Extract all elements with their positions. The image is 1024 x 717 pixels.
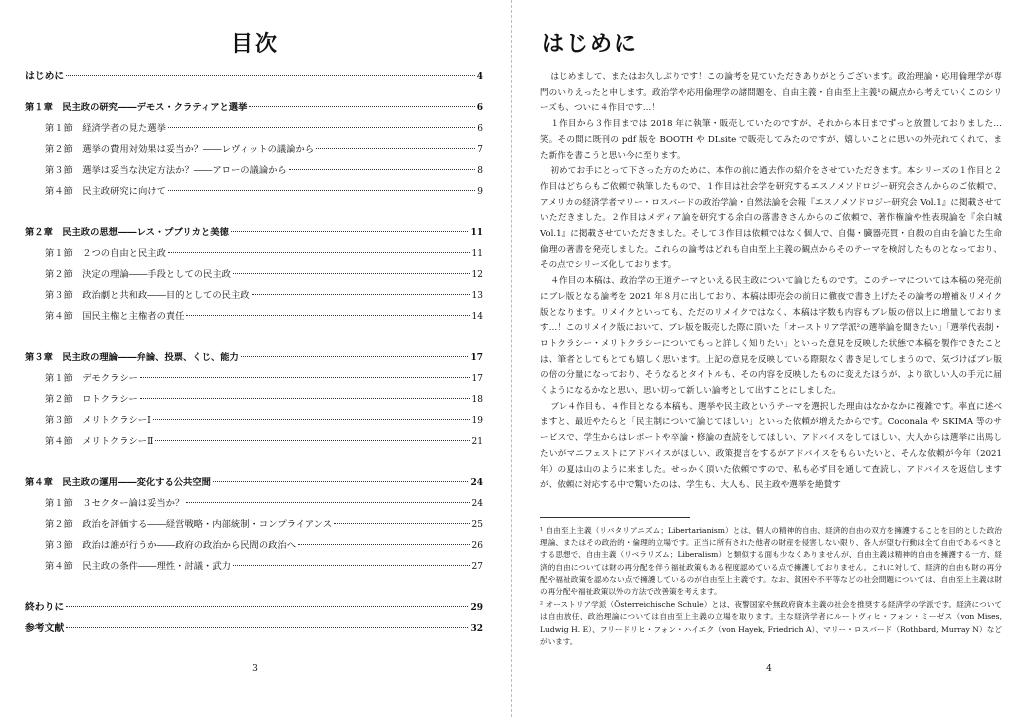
toc-section[interactable] bbox=[25, 243, 483, 264]
toc-section[interactable] bbox=[25, 389, 483, 410]
toc-chapter-page: 6 bbox=[476, 103, 483, 113]
toc-section[interactable] bbox=[25, 118, 483, 139]
intro-title: はじめに bbox=[542, 31, 639, 57]
toc-section-page: 6 bbox=[477, 124, 483, 134]
dot-leader bbox=[298, 544, 470, 545]
dot-leader bbox=[140, 398, 470, 399]
dot-leader bbox=[155, 440, 469, 441]
toc-section-label: 第４節 メリトクラシーⅡ bbox=[45, 436, 154, 447]
dot-leader bbox=[233, 273, 470, 274]
dot-leader bbox=[213, 481, 469, 482]
toc-section-page: 18 bbox=[471, 395, 483, 405]
footnote: ² オーストリア学派（Österreichische Schule）とは、夜警国家や無政府資本主義の社会を推奨する経済学の学派です。経済については自由放任、政治理論については自由至上主義の立場を取ります。主な経済学者にルートヴィヒ・フォン・ミーゼス（von Mises, Ludwig H. E）、フリードリヒ・フォン・ハイエク（von Hayek, Friedrich A）、マリー・ロスバード（Rothbard, Murray N）などがいます。 bbox=[540, 600, 1002, 646]
toc-section-page: 9 bbox=[477, 187, 483, 197]
toc-section-page: 24 bbox=[471, 499, 483, 509]
toc-chapter-3[interactable] bbox=[25, 347, 483, 368]
page-number: 3 bbox=[252, 664, 258, 674]
dot-leader bbox=[289, 169, 476, 170]
toc-section-page: 27 bbox=[471, 562, 483, 572]
toc-section-page: 21 bbox=[471, 437, 483, 447]
intro-body bbox=[540, 70, 1002, 494]
toc-page bbox=[0, 0, 510, 717]
toc-chapter-4[interactable] bbox=[25, 472, 483, 493]
toc-chapter-1[interactable] bbox=[25, 97, 483, 118]
toc-section-page: 8 bbox=[477, 166, 483, 176]
dot-leader bbox=[249, 106, 474, 107]
toc-chapter-page: 24 bbox=[470, 478, 483, 488]
toc-title: 目次 bbox=[230, 31, 279, 57]
dot-leader bbox=[233, 565, 470, 566]
dot-leader bbox=[252, 294, 470, 295]
dot-leader bbox=[168, 127, 475, 128]
dot-leader bbox=[168, 190, 475, 191]
toc-section-page: 17 bbox=[471, 374, 483, 384]
toc-section-label: 第１節 経済学者の見た選挙 bbox=[45, 123, 166, 134]
toc-chapter-label: 第３章 民主政の理論――弁論、投票、くじ、能力 bbox=[25, 352, 239, 363]
dot-leader bbox=[241, 356, 469, 357]
toc-section-page: 13 bbox=[471, 291, 483, 301]
toc-section[interactable] bbox=[25, 556, 483, 577]
toc-section[interactable] bbox=[25, 285, 483, 306]
toc-section-page: 12 bbox=[471, 270, 483, 280]
toc-entry-label: はじめに bbox=[25, 71, 65, 82]
toc-section[interactable] bbox=[25, 368, 483, 389]
toc-section[interactable] bbox=[25, 514, 483, 535]
toc-section-label: 第４節 国民主権と主権者の責任 bbox=[45, 311, 185, 322]
toc-section-page: 25 bbox=[471, 520, 483, 530]
intro-page bbox=[514, 0, 1024, 717]
paragraph: ブレ４作目も、４作目となる本稿も、選挙や民主政というテーマを選択した理由はなかなかに複雑です。率直に述べますと、最近やたらと「民主制について論じてほしい」といった依頼が増えたからです。Coconala や SKIMA 等のサービスで、学生からはレポートや卒論・修論の査読をしてほしい、アドバイスをしてほしい、大人からは選挙に出馬したいがマニフェストにアドバイスがほしい、政策提言をするがアドバイスをもらいたいと、そんな依頼が今年（2021 年）の夏は山のように来ました。せっかく頂いた依頼ですので、私も必ず目を通して査読し、アドバイスを返信しますが、依頼に対応する中で驚いたのは、学生も、大人も、民主政や選挙を絶賛す bbox=[540, 401, 1002, 491]
toc-section[interactable] bbox=[25, 139, 483, 160]
toc-section-label: 第３節 政治劇と共和政――目的としての民主政 bbox=[45, 290, 250, 301]
dot-leader bbox=[66, 75, 475, 76]
dot-leader bbox=[186, 502, 469, 503]
page-number: 4 bbox=[766, 664, 772, 674]
paragraph: 初めてお手にとって下さった方のために、本作の前に過去作の紹介をさせていただきます。本シリーズの１作目と２作目はどちらもご依頼で執筆したもので、１作目は社会学を研究するエスノメソドロジー研究会さんからのご依頼で、アメリカの経済学者マリー・ロスバードの政治学論・自然法論を会報『エスノメソドロジー研究会 Vol.1』に掲載させていただきました。２作目はメディア論を研究する余白の落書きさんからのご依頼で、著作権論や性表現論を『余白城 Vol.1』に掲載させていただきました。そして３作目は依頼ではなく個人で、自傷・臓器売買・自殺の自由を論じた生命倫理の著書を発売しました。これらの論考はどれも自由至上主義の観点からそのテーマを検討したものとなっており、その点でシリーズ化しております。 bbox=[540, 166, 1002, 271]
dot-leader bbox=[66, 606, 468, 607]
toc-section-label: 第３節 政治は誰が行うか――政府の政治から民間の政治へ bbox=[45, 540, 297, 551]
toc-chapter-label: 第１章 民主政の研究――デモス・クラティアと選挙 bbox=[25, 102, 248, 113]
toc-section-page: 7 bbox=[477, 145, 483, 155]
toc-section-page: 14 bbox=[471, 312, 483, 322]
toc-entry-references[interactable] bbox=[25, 618, 483, 639]
paragraph: ４作目の本稿は、政治学の王道テーマといえる民主政について論じたものです。このテーマについては本稿の発売前にブレ版となる論考を 2021 年８月に出しており、本稿は即売会の前日に徹夜で書き上げたその論考の増補＆リメイク版となります。リメイクといっても、ただのリメイクではなく、本稿は字数も内容もブレ版の倍以上に増量しております…！このリメイク版において、ブレ版を販売した際に頂いた「オーストリア学派²の選挙論を聞きたい」「選挙代表制・ロトクラシー・メリトクラシーについてもっと詳しく知りたい」といった意見を反映した状態で本稿を製作できたことは、筆者としてもとても嬉しく思います。上記の意見を反映している際限なく書き足してしまうので、気づけばブレ版の倍の分量になっており、そうなるとタイトルも、その内容を反映したものに変えたほうが、より欲しい人の手元に届くようになるかなと思い、思い切って新しい論考として出すことにしました。 bbox=[540, 276, 1002, 397]
toc-section[interactable] bbox=[25, 160, 483, 181]
dot-leader bbox=[168, 252, 470, 253]
toc-chapter-label: 第２章 民主政の思想――レス・プブリカと美徳 bbox=[25, 227, 229, 238]
toc-section[interactable] bbox=[25, 410, 483, 431]
toc-section-label: 第４節 民主政の条件――理性・討議・武力 bbox=[45, 561, 231, 572]
toc-entry-outro[interactable] bbox=[25, 597, 483, 618]
toc-chapter-2[interactable] bbox=[25, 222, 483, 243]
dot-leader bbox=[186, 315, 469, 316]
toc-entry-label: 参考文献 bbox=[25, 623, 65, 634]
toc-entry-intro[interactable] bbox=[25, 66, 483, 87]
footnote-rule bbox=[540, 517, 690, 518]
paragraph: １作目から３作目までは 2018 年に執筆・販売していたのですが、それから本日までずっと放置しておりました…笑。その間に既刊の pdf 版を BOOTH や DLsite で販売してみたのですが、嬉しいことに思いの外売れてくれて、また新作を書こうと思い今に至ります。 bbox=[540, 119, 1002, 161]
page-divider bbox=[511, 0, 512, 717]
toc-section-page: 11 bbox=[471, 249, 483, 259]
toc-section-label: 第２節 選挙の費用対効果は妥当か？――レヴィットの議論から bbox=[45, 144, 315, 155]
toc-section[interactable] bbox=[25, 264, 483, 285]
dot-leader bbox=[66, 627, 468, 628]
footnote: ¹ 自由至上主義（リバタリアニズム；Libertarianism）とは、個人の精神的自由、経済的自由の双方を擁護することを目的とした政治理論、またはその政治的・倫理的立場です。正当に所有された他者の財産を侵害しない限り、各人が望む行動は全て自由であるべきとする思想で、自由主義（リベラリズム；Liberalism）と類似する面も少なくありませんが、自由主義は精神的自由を擁護する一方、経済的自由については財の再分配を伴う福祉政策もある程度認めている点で擁護しておりません。これに対して、経済的自由も財の再分配や福祉政策を認めない点で擁護しているのが自由至上主義です。なお、貧困や不平等などの社会問題については、自由至上主義は財の再分配や福祉政策以外の方法で改善策を考えます。 bbox=[540, 526, 1002, 597]
toc-section-label: 第２節 政治を評価する――経営戦略・内部統制・コンプライアンス bbox=[45, 519, 332, 530]
toc-entry-page: 29 bbox=[470, 603, 483, 613]
dot-leader bbox=[153, 419, 470, 420]
toc-section[interactable] bbox=[25, 181, 483, 202]
toc-section-label: 第２節 ロトクラシー bbox=[45, 394, 138, 405]
footnotes bbox=[540, 525, 1002, 649]
toc-section-label: 第３節 メリトクラシーⅠ bbox=[45, 415, 151, 426]
toc-section-label: 第１節 ２つの自由と民主政 bbox=[45, 248, 166, 259]
toc-section[interactable] bbox=[25, 493, 483, 514]
toc-section-page: 19 bbox=[471, 416, 483, 426]
toc-entry-label: 終わりに bbox=[25, 602, 65, 613]
dot-leader bbox=[334, 523, 470, 524]
toc-entry-page: 32 bbox=[470, 624, 483, 634]
toc-section-label: 第３節 選挙は妥当な決定方法か？――アローの議論から bbox=[45, 165, 287, 176]
toc-chapter-label: 第４章 民主政の運用――変化する公共空間 bbox=[25, 477, 211, 488]
toc-section[interactable] bbox=[25, 535, 483, 556]
dot-leader bbox=[140, 377, 470, 378]
dot-leader bbox=[316, 148, 475, 149]
toc-section[interactable] bbox=[25, 431, 483, 452]
toc-section-label: 第４節 民主政研究に向けて bbox=[45, 186, 166, 197]
toc-section[interactable] bbox=[25, 306, 483, 327]
toc-section-label: 第２節 決定の理論――手段としての民主政 bbox=[45, 269, 231, 280]
toc-list bbox=[25, 66, 483, 639]
toc-chapter-page: 11 bbox=[470, 228, 483, 238]
dot-leader bbox=[231, 231, 469, 232]
toc-section-label: 第１節 デモクラシー bbox=[45, 373, 138, 384]
paragraph: はじめまして、またはお久しぶりです！この論考を見ていただきありがとうございます。政治理論・応用倫理学が専門のいりえったと申します。政治学や応用倫理学の諸問題を、自由主義・自由至上主義¹の観点から考えていくこのシリーズも、ついに４作目です…！ bbox=[540, 72, 1002, 114]
toc-chapter-page: 17 bbox=[470, 353, 483, 363]
toc-section-label: 第１節 ３セクター論は妥当か？ bbox=[45, 498, 185, 509]
toc-section-page: 26 bbox=[471, 541, 483, 551]
toc-entry-page: 4 bbox=[476, 72, 483, 82]
